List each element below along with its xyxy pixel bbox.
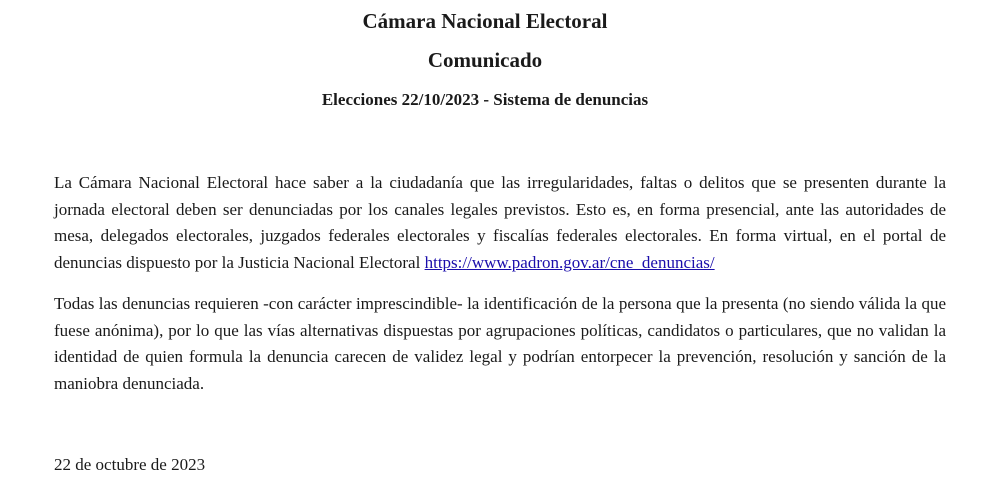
subject-heading: Elecciones 22/10/2023 - Sistema de denuncias bbox=[321, 90, 649, 109]
paragraph-1-text: La Cámara Nacional Electoral hace saber a la ciudadanía que las irregularidades, faltas o delitos que se presenten durante la jornada electoral deben ser denunciadas por los canales legales previstos. Esto es, en forma presencial, ante las autoridades de mesa, delegados electorales, juzgados federales electorales y fiscalías federales electorales. En forma virtual, en el portal de denuncias dispuesto por la Justicia Nacional Electoral bbox=[54, 173, 946, 272]
document-type-heading: Comunicado bbox=[427, 48, 543, 72]
paragraph-reporting-channels bbox=[54, 170, 946, 276]
institution-title: Cámara Nacional Electoral bbox=[362, 9, 608, 33]
paragraph-identification-requirement: Todas las denuncias requieren -con carácter imprescindible- la identificación de la persona que la presenta (no siendo válida la que fuese anónima), por lo que las vías alternativas dispuestas por agrupaciones políticas, candidatos o particulares, que no validan la identidad de quien formula la denuncia carecen de validez legal y podrían entorpecer la prevención, resolución y sanción de la maniobra denunciada. bbox=[54, 294, 946, 393]
document-date: 22 de octubre de 2023 bbox=[54, 455, 206, 474]
complaints-portal-link[interactable]: https://www.padron.gov.ar/cne_denuncias/ bbox=[424, 252, 715, 272]
